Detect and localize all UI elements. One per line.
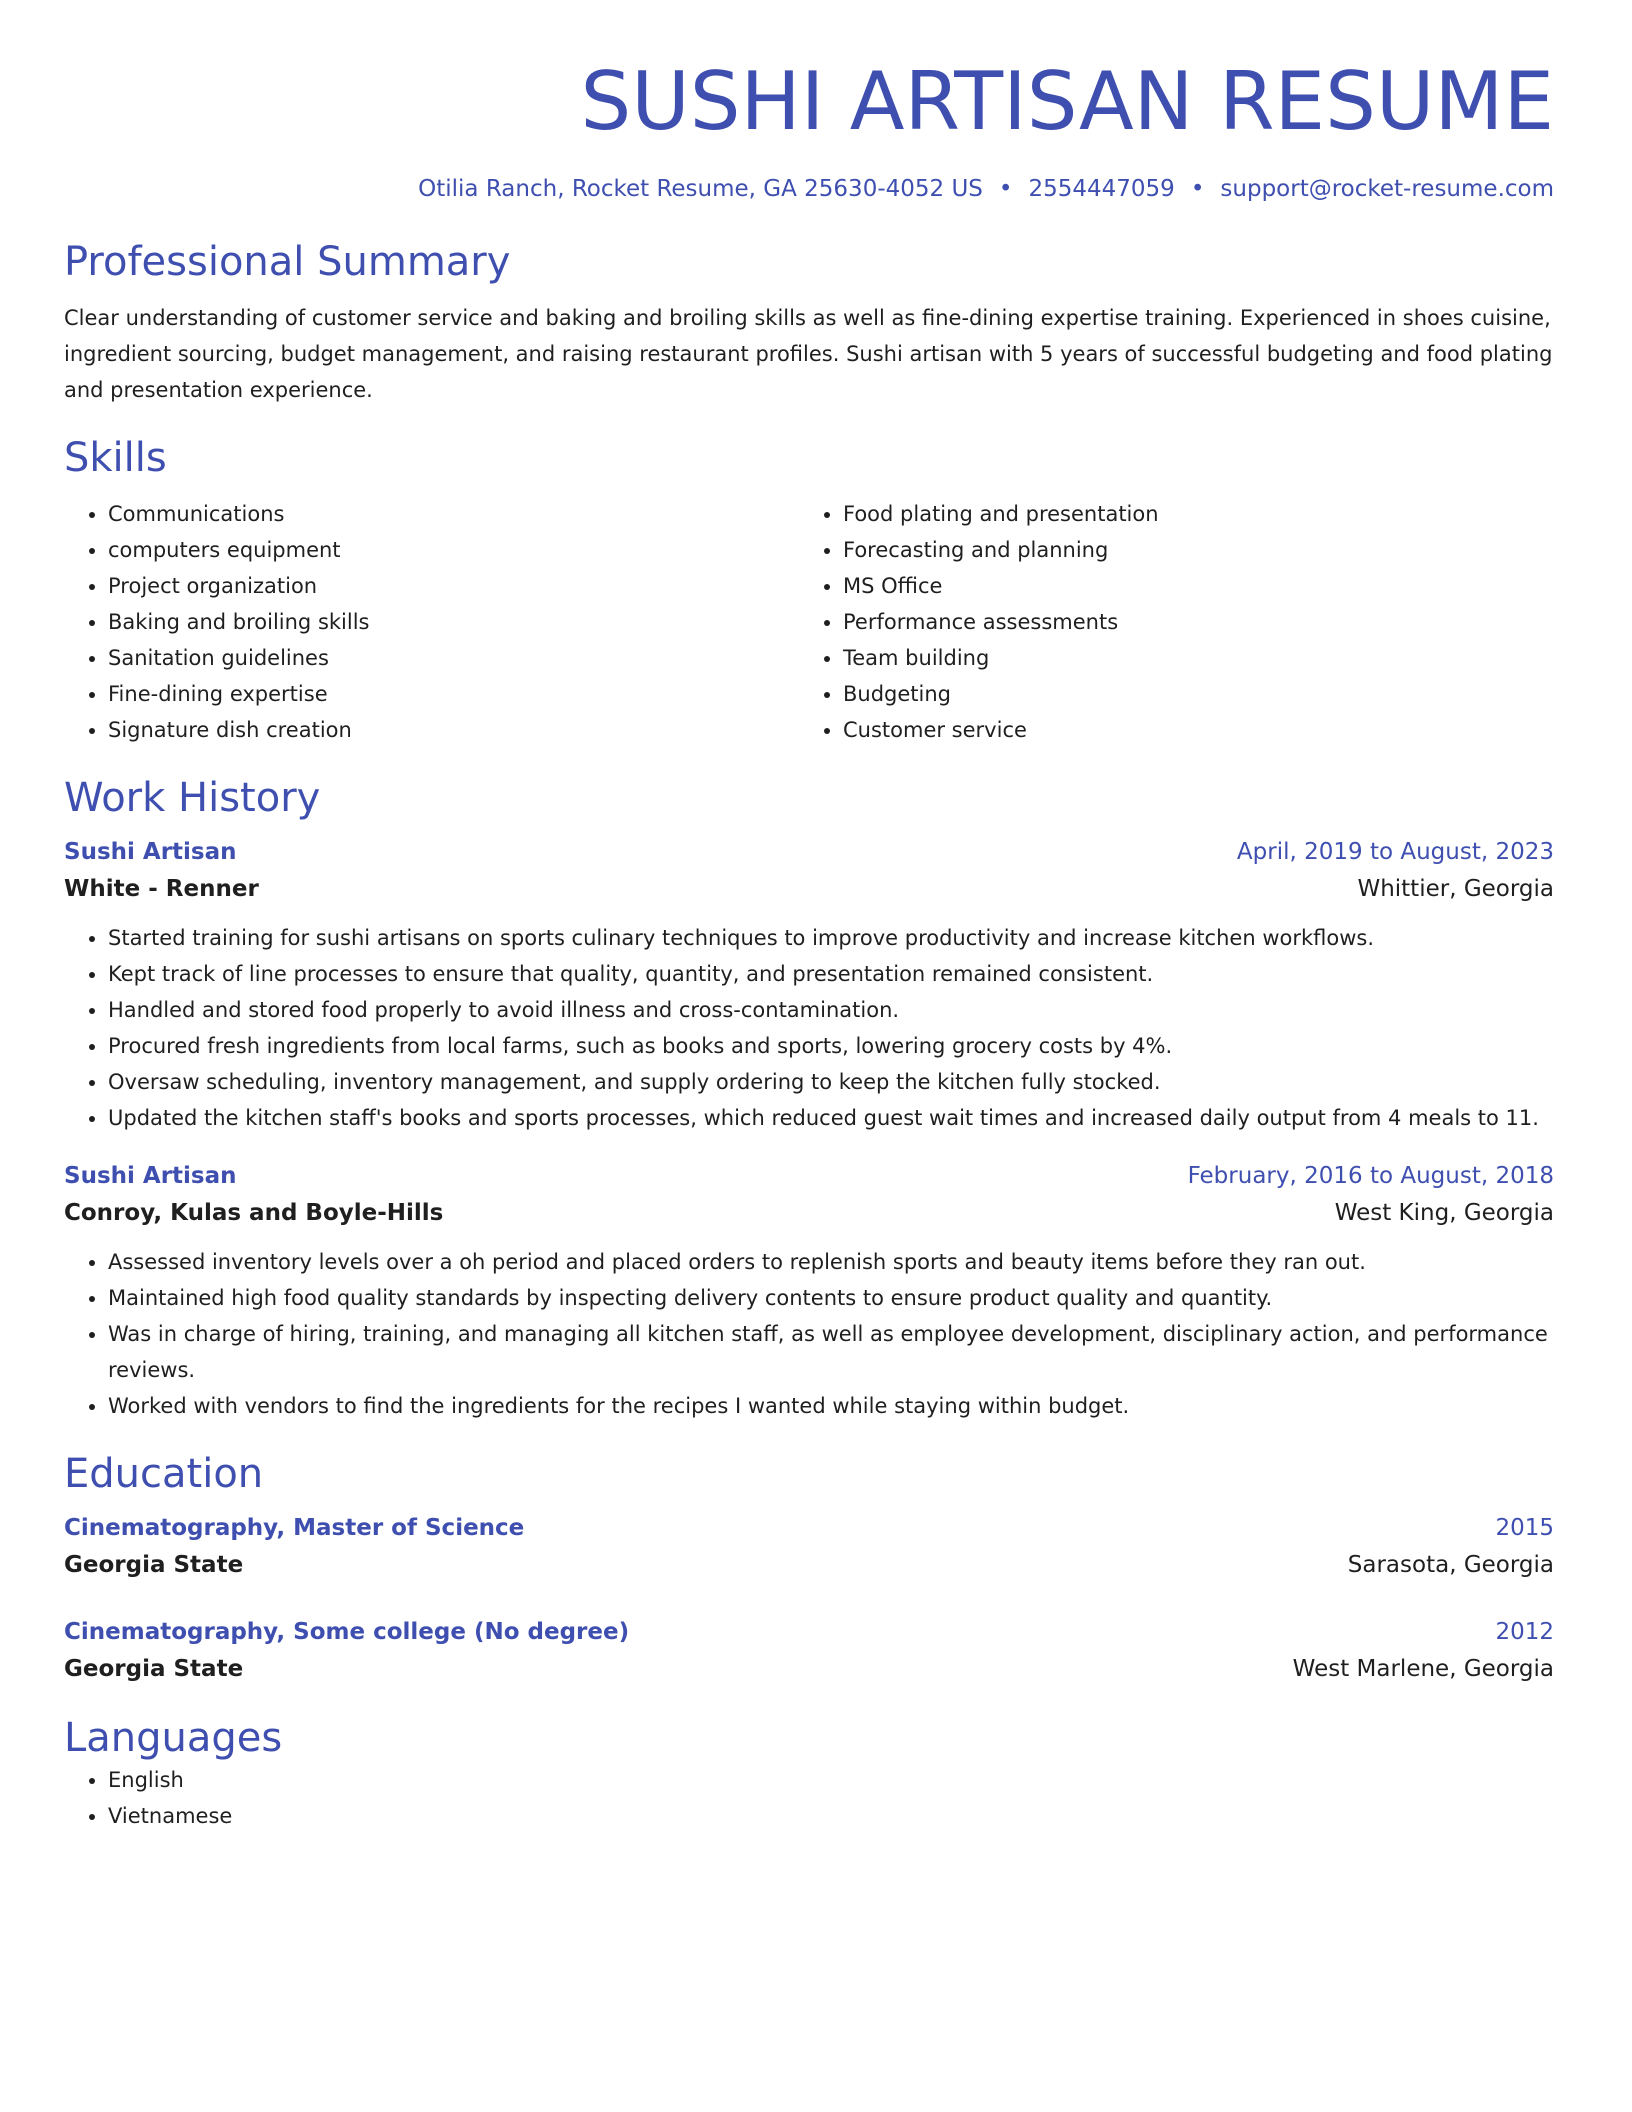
resume-page [64, 0, 1554, 1834]
education-school-row [64, 1546, 1554, 1584]
contact-email[interactable]: support@rocket-resume.com [1220, 176, 1554, 202]
job-bullets [64, 1244, 1554, 1424]
skill-item: • Performance assessments [843, 604, 1534, 640]
skill-item: • Food plating and presentation [843, 496, 1534, 532]
languages-list [64, 1762, 1554, 1834]
skill-item: • Sanitation guidelines [108, 640, 799, 676]
education-heading: Education [64, 1451, 264, 1497]
contact-separator: • [998, 176, 1013, 202]
skill-item: • Customer service [843, 712, 1534, 748]
job-dates: February, 2016 to August, 2018 [1187, 1163, 1554, 1189]
skills-grid [64, 496, 1554, 748]
job-entry [64, 834, 1554, 1136]
education-entry [64, 1614, 1554, 1688]
work-history-heading: Work History [64, 775, 321, 821]
job-location: Whittier, Georgia [1357, 876, 1554, 902]
education-entry [64, 1510, 1554, 1584]
skills-column-right [799, 496, 1534, 748]
job-bullet: • Started training for sushi artisans on sports culinary techniques to improve productivity and increase kitchen workflows. [108, 920, 1554, 956]
summary-text: Clear understanding of customer service and baking and broiling skills as well as fine-dining expertise training. Experienced in shoes cuisine, ingredient sourcing, budget management, and raising restaurant profiles. Sushi artisan with 5 years of successful budgeting and food plating and presentation experience. [64, 306, 1553, 402]
skill-item: • computers equipment [108, 532, 799, 568]
education-location: Sarasota, Georgia [1347, 1552, 1554, 1578]
language-item: • English [108, 1762, 1554, 1798]
job-header-row [64, 1158, 1554, 1194]
education-school-row [64, 1650, 1554, 1688]
job-entry [64, 1158, 1554, 1424]
language-item: • Vietnamese [108, 1798, 1554, 1834]
contact-phone: 2554447059 [1028, 176, 1175, 202]
contact-address: Otilia Ranch, Rocket Resume, GA 25630-4052 US [418, 176, 983, 202]
summary-heading: Professional Summary [64, 239, 511, 285]
skills-heading: Skills [64, 435, 167, 481]
education-location: West Marlene, Georgia [1292, 1656, 1554, 1682]
job-bullet: • Procured fresh ingredients from local farms, such as books and sports, lowering grocery costs by 4%. [108, 1028, 1554, 1064]
job-bullet: • Was in charge of hiring, training, and managing all kitchen staff, as well as employee development, disciplinary action, and performance reviews. [108, 1316, 1554, 1388]
skill-item: • Baking and broiling skills [108, 604, 799, 640]
skill-item: • Fine-dining expertise [108, 676, 799, 712]
resume-title: SUSHI ARTISAN RESUME [580, 55, 1554, 148]
job-bullet: • Oversaw scheduling, inventory management, and supply ordering to keep the kitchen fully stocked. [108, 1064, 1554, 1100]
education-header-row [64, 1614, 1554, 1650]
education-header-row [64, 1510, 1554, 1546]
skill-item: • Signature dish creation [108, 712, 799, 748]
job-header-row [64, 834, 1554, 870]
job-bullet: • Updated the kitchen staff's books and sports processes, which reduced guest wait times and increased daily output from 4 meals to 11. [108, 1100, 1554, 1136]
job-bullet: • Handled and stored food properly to avoid illness and cross-contamination. [108, 992, 1554, 1028]
education-school: Georgia State [64, 1656, 244, 1682]
job-company: Conroy, Kulas and Boyle-Hills [64, 1200, 444, 1226]
job-bullet: • Kept track of line processes to ensure that quality, quantity, and presentation remained consistent. [108, 956, 1554, 992]
job-bullet: • Assessed inventory levels over a oh period and placed orders to replenish sports and beauty items before they ran out. [108, 1244, 1554, 1280]
job-location: West King, Georgia [1334, 1200, 1554, 1226]
job-company-row [64, 870, 1554, 908]
skill-item: • MS Office [843, 568, 1534, 604]
education-year: 2015 [1495, 1515, 1554, 1541]
job-company: White - Renner [64, 876, 259, 902]
education-year: 2012 [1495, 1619, 1554, 1645]
job-bullet: • Worked with vendors to find the ingredients for the recipes I wanted while staying within budget. [108, 1388, 1554, 1424]
skills-list-left [64, 496, 799, 748]
job-role: Sushi Artisan [64, 1163, 237, 1189]
skill-item: • Forecasting and planning [843, 532, 1534, 568]
job-role: Sushi Artisan [64, 839, 237, 865]
skill-item: • Team building [843, 640, 1534, 676]
skills-column-left [64, 496, 799, 748]
education-degree: Cinematography, Master of Science [64, 1515, 525, 1541]
skill-item: • Budgeting [843, 676, 1534, 712]
education-degree: Cinematography, Some college (No degree) [64, 1619, 630, 1645]
job-dates: April, 2019 to August, 2023 [1236, 839, 1554, 865]
skills-list-right [799, 496, 1534, 748]
contact-line [64, 174, 1554, 204]
job-company-row [64, 1194, 1554, 1232]
skill-item: • Communications [108, 496, 799, 532]
job-bullet: • Maintained high food quality standards by inspecting delivery contents to ensure product quality and quantity. [108, 1280, 1554, 1316]
education-school: Georgia State [64, 1552, 244, 1578]
job-bullets [64, 920, 1554, 1136]
skill-item: • Project organization [108, 568, 799, 604]
languages-heading: Languages [64, 1715, 283, 1761]
contact-separator: • [1190, 176, 1205, 202]
